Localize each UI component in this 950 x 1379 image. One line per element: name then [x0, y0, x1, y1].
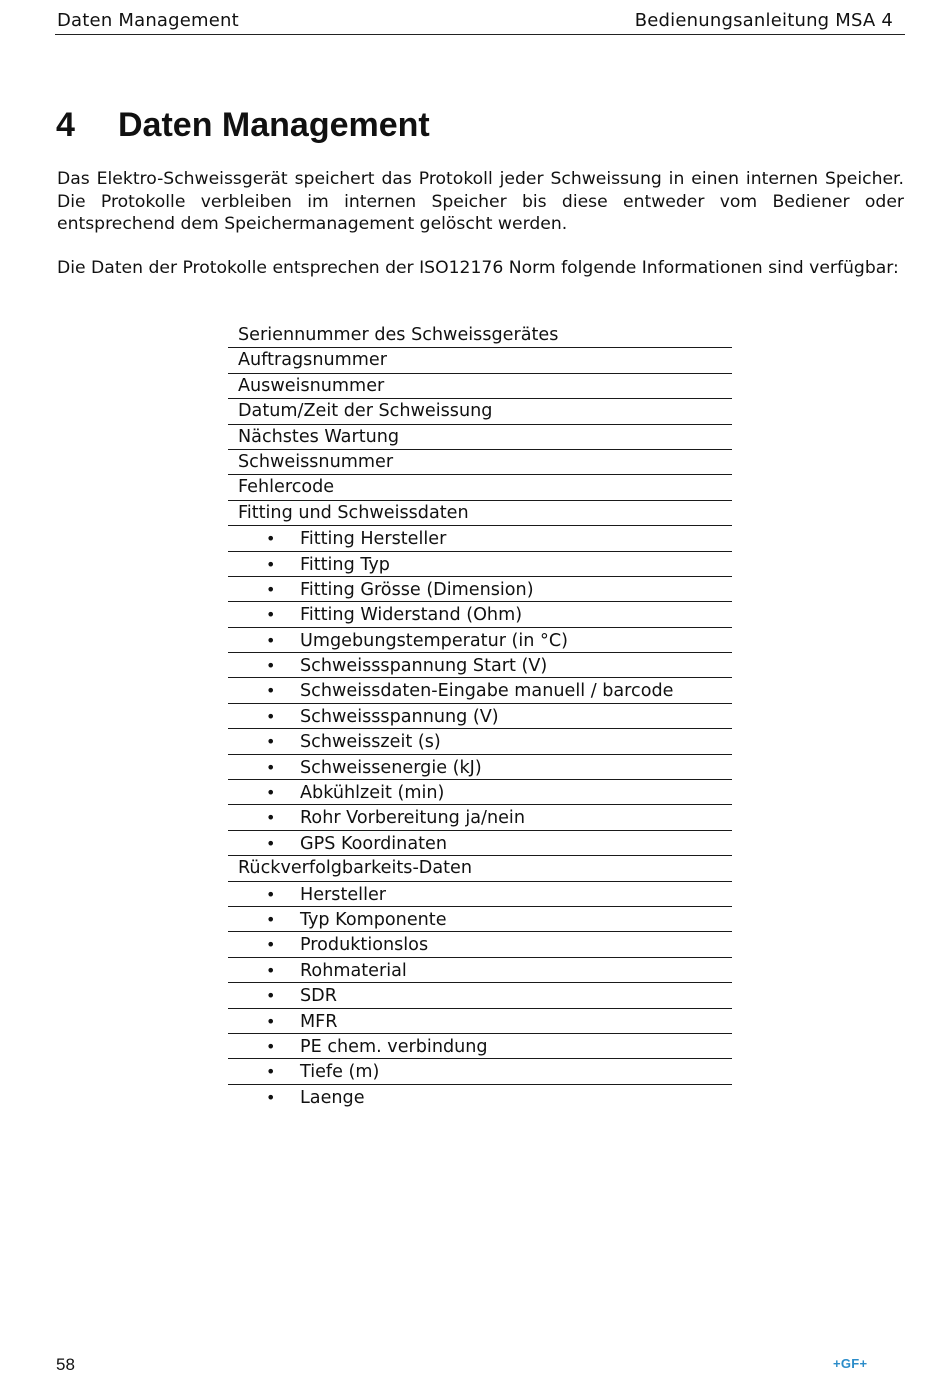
bullet-icon: •: [266, 706, 276, 726]
info-item-label: Schweissenergie (kJ): [300, 757, 482, 778]
bullet-icon: •: [266, 808, 276, 828]
info-subitem: [228, 704, 732, 729]
protocol-info-list: [228, 323, 732, 1110]
info-item-label: Fitting und Schweissdaten: [238, 502, 469, 523]
info-subitem: [228, 653, 732, 678]
info-item: [228, 856, 732, 881]
info-item-label: Fitting Typ: [300, 554, 390, 575]
info-subitem: [228, 1085, 732, 1110]
info-subitem: [228, 805, 732, 830]
bullet-icon: •: [266, 605, 276, 625]
info-item: [228, 501, 732, 526]
info-item-label: PE chem. verbindung: [300, 1036, 488, 1057]
header-section-title: Daten Management: [57, 10, 239, 31]
info-subitem: [228, 526, 732, 551]
info-item-label: SDR: [300, 986, 337, 1007]
bullet-icon: •: [266, 986, 276, 1006]
info-item-label: Fehlercode: [238, 477, 335, 498]
info-item-label: Rohr Vorbereitung ja/nein: [300, 808, 525, 829]
info-subitem: [228, 780, 732, 805]
info-item-label: Fitting Widerstand (Ohm): [300, 605, 523, 626]
info-item: [228, 348, 732, 373]
info-item-label: MFR: [300, 1011, 338, 1032]
bullet-icon: •: [266, 656, 276, 676]
info-subitem: [228, 678, 732, 703]
intro-paragraph: Das Elektro-Schweissgerät speichert das Protokoll jeder Schweissung in einen internen Speicher. Die Protokolle verbleiben im internen Speicher bis diese entweder vom Bediener oder entsprechend dem Speichermanagement gelöscht werden.: [57, 169, 904, 234]
chapter-number: 4: [56, 106, 75, 144]
info-subitem: [228, 755, 732, 780]
norm-paragraph: Die Daten der Protokolle entsprechen der ISO12176 Norm folgende Informationen sind verfügbar:: [57, 258, 899, 278]
bullet-icon: •: [266, 935, 276, 955]
info-item-label: Schweissdaten-Eingabe manuell / barcode: [300, 681, 674, 702]
info-subitem: [228, 1059, 732, 1084]
info-item-label: Umgebungstemperatur (in °C): [300, 630, 568, 651]
info-item-label: Schweissnummer: [238, 451, 394, 472]
bullet-icon: •: [266, 783, 276, 803]
bullet-icon: •: [266, 1062, 276, 1082]
info-item: [228, 323, 732, 348]
info-item-label: Rückverfolgbarkeits-Daten: [238, 858, 473, 879]
info-item-label: Ausweisnummer: [238, 375, 385, 396]
info-item: [228, 450, 732, 475]
info-subitem: [228, 983, 732, 1008]
info-item-label: Fitting Hersteller: [300, 529, 447, 550]
info-item-label: Typ Komponente: [300, 909, 447, 930]
running-header: [55, 8, 905, 35]
bullet-icon: •: [266, 554, 276, 574]
info-item: [228, 399, 732, 424]
bullet-icon: •: [266, 529, 276, 549]
info-item: [228, 475, 732, 500]
info-item-label: Nächstes Wartung: [238, 426, 400, 447]
info-item-label: Rohmaterial: [300, 960, 407, 981]
info-item-label: Datum/Zeit der Schweissung: [238, 401, 493, 422]
info-subitem: [228, 1009, 732, 1034]
info-item: [228, 374, 732, 399]
info-subitem: [228, 729, 732, 754]
page-number: 58: [56, 1355, 75, 1374]
bullet-icon: •: [266, 909, 276, 929]
info-subitem: [228, 932, 732, 957]
bullet-icon: •: [266, 579, 276, 599]
info-item-label: Auftragsnummer: [238, 350, 387, 371]
header-manual-title: Bedienungsanleitung MSA 4: [634, 10, 893, 31]
info-subitem: [228, 577, 732, 602]
info-item-label: Produktionslos: [300, 935, 429, 956]
info-subitem: [228, 882, 732, 907]
bullet-icon: •: [266, 681, 276, 701]
info-item-label: Tiefe (m): [300, 1062, 380, 1083]
gf-logo: +GF+: [833, 1356, 868, 1371]
bullet-icon: •: [266, 1087, 276, 1107]
bullet-icon: •: [266, 1036, 276, 1056]
info-subitem: [228, 552, 732, 577]
bullet-icon: •: [266, 757, 276, 777]
info-subitem: [228, 958, 732, 983]
bullet-icon: •: [266, 732, 276, 752]
info-item-label: Schweissspannung (V): [300, 706, 499, 727]
info-item-label: Abkühlzeit (min): [300, 783, 445, 804]
info-item-label: Hersteller: [300, 884, 387, 905]
chapter-heading: [56, 106, 430, 145]
info-subitem: [228, 831, 732, 856]
info-subitem: [228, 602, 732, 627]
info-item-label: Schweissspannung Start (V): [300, 656, 548, 677]
bullet-icon: •: [266, 884, 276, 904]
bullet-icon: •: [266, 833, 276, 853]
info-item-label: GPS Koordinaten: [300, 833, 447, 854]
info-item-label: Laenge: [300, 1087, 365, 1108]
info-item-label: Seriennummer des Schweissgerätes: [238, 325, 559, 345]
info-item-label: Schweisszeit (s): [300, 732, 441, 753]
bullet-icon: •: [266, 630, 276, 650]
chapter-title: Daten Management: [118, 106, 430, 144]
info-subitem: [228, 907, 732, 932]
bullet-icon: •: [266, 1011, 276, 1031]
bullet-icon: •: [266, 960, 276, 980]
info-subitem: [228, 1034, 732, 1059]
info-item: [228, 425, 732, 450]
info-subitem: [228, 628, 732, 653]
info-item-label: Fitting Grösse (Dimension): [300, 579, 534, 600]
